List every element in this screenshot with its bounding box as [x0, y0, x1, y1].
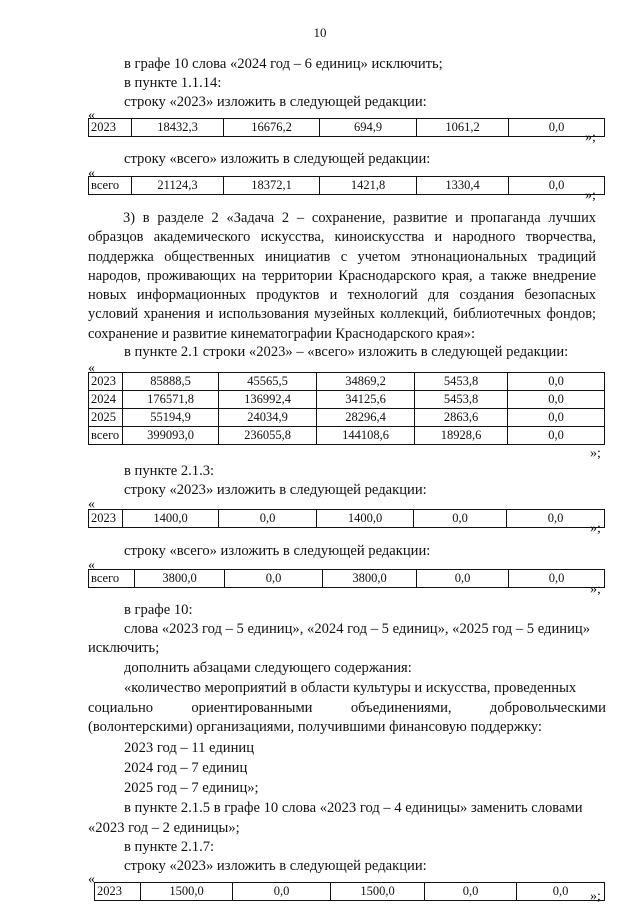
paragraph-line: образцов академического искусства, киноискусства и народного творчества, [88, 229, 596, 246]
value-cell: 2863,6 [415, 409, 508, 427]
value-cell: 0,0 [507, 510, 605, 528]
value-cell: 1330,4 [417, 177, 509, 195]
row-label-cell: 2023 [89, 119, 132, 137]
value-cell: 144108,6 [317, 427, 415, 445]
text-line: в графе 10: [124, 602, 193, 618]
paragraph-line: условий хранения и использования музейных коллекций, библиотечных фондов; [88, 306, 596, 323]
row-label-cell: всего [89, 427, 123, 445]
text-line: «2023 год – 2 единицы»; [88, 820, 240, 836]
value-cell: 18372,1 [224, 177, 320, 195]
table-row [89, 510, 605, 528]
text-line: 2024 год – 7 единиц [124, 760, 248, 776]
text-line: в пункте 2.1.5 в графе 10 слова «2023 год – 4 единицы» заменить словами [124, 800, 583, 816]
text-line: строку «2023» изложить в следующей редакции: [124, 94, 427, 110]
value-cell: 0,0 [508, 409, 605, 427]
paragraph-line: 3) в разделе 2 «Задача 2 – сохранение, развитие и пропаганда лучших [123, 210, 596, 226]
table-total-row [88, 569, 605, 588]
value-cell: 0,0 [219, 510, 317, 528]
table-row [89, 391, 605, 409]
value-cell: 0,0 [225, 570, 323, 588]
value-cell: 85888,5 [123, 373, 219, 391]
text-line: слова «2023 год – 5 единиц», «2024 год – 5 единиц», «2025 год – 5 единиц» [124, 621, 591, 637]
text-line: исключить; [88, 640, 160, 656]
table-row [89, 177, 605, 195]
value-cell: 3800,0 [323, 570, 417, 588]
value-cell: 0,0 [509, 177, 605, 195]
open-quote: « [88, 166, 95, 181]
table-row [89, 570, 605, 588]
text-line: строку «всего» изложить в следующей редакции: [124, 543, 431, 559]
table-row [89, 119, 605, 137]
paragraph-line: новых информационных продуктов и технологий для создания безопасных [88, 287, 596, 304]
row-label-cell: 2023 [89, 373, 123, 391]
value-cell: 55194,9 [123, 409, 219, 427]
value-cell: 28296,4 [317, 409, 415, 427]
value-cell: 0,0 [425, 883, 517, 901]
section-3-paragraph [88, 209, 596, 344]
paragraph-line: народов, проживающих на территории Краснодарского края, а также внедрение [88, 267, 596, 284]
value-cell: 1500,0 [331, 883, 425, 901]
text-line: в графе 10 слова «2024 год – 6 единиц» исключить; [124, 56, 443, 72]
value-cell: 0,0 [517, 883, 605, 901]
value-cell: 16676,2 [224, 119, 320, 137]
close-quote: »; [585, 188, 596, 203]
value-cell: 24034,9 [219, 409, 317, 427]
close-quote: »; [585, 130, 596, 145]
table-2023-2025-rows [88, 372, 605, 445]
table-total-row [88, 176, 605, 195]
word: социально [88, 700, 154, 716]
value-cell: 0,0 [414, 510, 507, 528]
text-line: в пункте 2.1.3: [124, 463, 215, 479]
value-cell: 18928,6 [415, 427, 508, 445]
value-cell: 45565,5 [219, 373, 317, 391]
open-quote: « [88, 558, 95, 573]
value-cell: 1061,2 [417, 119, 509, 137]
table-2023-row [88, 509, 605, 528]
value-cell: 0,0 [509, 119, 605, 137]
text-line: строку «2023» изложить в следующей редакции: [124, 482, 427, 498]
close-quote: »; [590, 446, 601, 461]
value-cell: 136992,4 [219, 391, 317, 409]
word: ориентированными [191, 700, 313, 716]
table-2023-row [88, 118, 605, 137]
table-row [89, 373, 605, 391]
value-cell: 34125,6 [317, 391, 415, 409]
text-line: строку «2023» изложить в следующей редакции: [124, 858, 427, 874]
open-quote: « [88, 872, 95, 887]
value-cell: 3800,0 [135, 570, 225, 588]
value-cell: 0,0 [508, 427, 605, 445]
value-cell: 399093,0 [123, 427, 219, 445]
value-cell: 176571,8 [123, 391, 219, 409]
table-2023-row [94, 882, 605, 901]
text-line: (волонтерскими) организациями, получившими финансовую поддержку: [88, 719, 542, 735]
value-cell: 1400,0 [123, 510, 219, 528]
row-label-cell: 2025 [89, 409, 123, 427]
value-cell: 5453,8 [415, 391, 508, 409]
text-line: 2025 год – 7 единиц»; [124, 780, 259, 796]
table-row [89, 427, 605, 445]
page-number: 10 [313, 25, 327, 40]
value-cell: 5453,8 [415, 373, 508, 391]
text-line: в пункте 2.1.7: [124, 839, 215, 855]
word: добровольческими [489, 700, 606, 716]
close-quote: »; [590, 582, 601, 597]
row-label-cell: 2023 [95, 883, 141, 901]
value-cell: 0,0 [233, 883, 331, 901]
value-cell: 18432,3 [132, 119, 224, 137]
value-cell: 0,0 [508, 391, 605, 409]
value-cell: 694,9 [320, 119, 417, 137]
text-line: в пункте 1.1.14: [124, 75, 222, 91]
justified-line [88, 700, 606, 718]
value-cell: 0,0 [417, 570, 509, 588]
value-cell: 34869,2 [317, 373, 415, 391]
text-line: 2023 год – 11 единиц [124, 740, 255, 756]
value-cell: 1500,0 [141, 883, 233, 901]
text-line: «количество мероприятий в области культуры и искусства, проведенных [124, 680, 577, 696]
open-quote: « [88, 497, 95, 512]
open-quote: « [88, 361, 95, 376]
table-row [95, 883, 605, 901]
close-quote: »; [590, 889, 601, 904]
open-quote: « [88, 108, 95, 123]
row-label-cell: всего [89, 570, 135, 588]
text-line: в пункте 2.1 строки «2023» – «всего» изложить в следующей редакции: [124, 344, 569, 360]
row-label-cell: 2023 [89, 510, 123, 528]
paragraph-line: сохранение и развитие кинематографии Краснодарского края»: [88, 325, 475, 342]
value-cell: 1421,8 [320, 177, 417, 195]
value-cell: 21124,3 [132, 177, 224, 195]
row-label-cell: 2024 [89, 391, 123, 409]
text-line: строку «всего» изложить в следующей редакции: [124, 151, 431, 167]
table-row [89, 409, 605, 427]
close-quote: »; [590, 521, 601, 536]
value-cell: 1400,0 [317, 510, 414, 528]
value-cell: 236055,8 [219, 427, 317, 445]
paragraph-line: поддержка общественных инициатив с учетом этнонациональных традиций [88, 248, 596, 265]
value-cell: 0,0 [509, 570, 605, 588]
text-line: дополнить абзацами следующего содержания: [124, 660, 412, 676]
word: объединениями, [350, 700, 452, 716]
value-cell: 0,0 [508, 373, 605, 391]
row-label-cell: всего [89, 177, 132, 195]
